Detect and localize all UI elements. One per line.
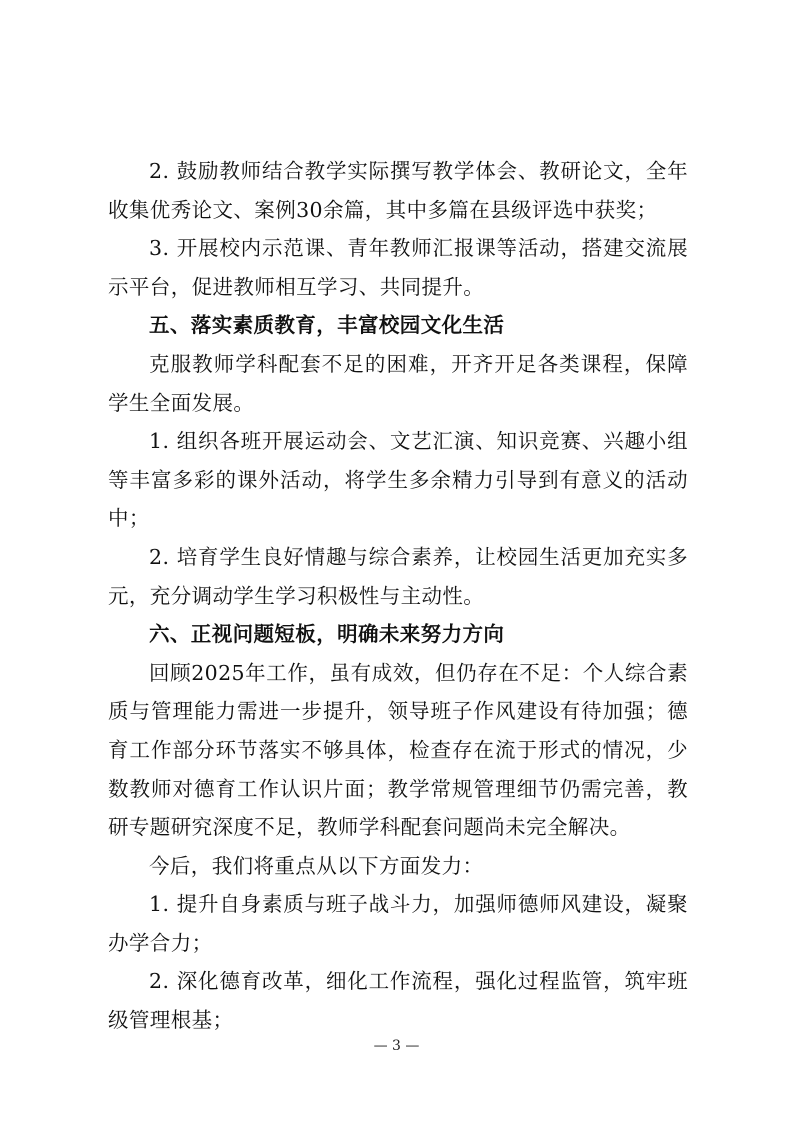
paragraph-activities: 1. 组织各班开展运动会、文艺汇演、知识竞赛、兴趣小组等丰富多彩的课外活动，将学生多余精力引导到有意义的活动中； — [108, 429, 688, 531]
paragraph-future-intro: 今后，我们将重点从以下方面发力： — [149, 853, 484, 878]
paragraph-future-item-2: 2. 深化德育改革，细化工作流程，强化过程监管，筑牢班级管理根基； — [108, 969, 688, 1033]
page-number: — 3 — — [373, 1038, 420, 1054]
paragraph-review: 回顾2025年工作，虽有成效，但仍存在不足：个人综合素质与管理能力需进一步提升，领导班子作风建设有待加强；德育工作部分环节落实不够具体，检查存在流于形式的情况，少数教师对德育工作认识片面；教学常规管理细节仍需完善，教研专题研究深度不足，教师学科配套问题尚未完全解决。 — [108, 660, 688, 840]
paragraph-literacy: 2. 培育学生良好情趣与综合素养，让校园生活更加充实多元，充分调动学生学习积极性与主动性。 — [108, 544, 688, 608]
body-text — [108, 152, 688, 1040]
section-heading-problems: 六、正视问题短板，明确未来努力方向 — [149, 622, 505, 647]
paragraph-future-item-1: 1. 提升自身素质与班子战斗力，加强师德师风建设，凝聚办学合力； — [108, 892, 688, 955]
section-heading-quality-education: 五、落实素质教育，丰富校园文化生活 — [149, 313, 505, 338]
paragraph-encourage-papers: 2. 鼓励教师结合教学实际撰写教学体会、教研论文，全年收集优秀论文、案例30余篇，其中多篇在县级评选中获奖； — [108, 159, 688, 222]
paragraph-demo-lessons: 3. 开展校内示范课、青年教师汇报课等活动，搭建交流展示平台，促进教师相互学习、共同提升。 — [108, 236, 688, 299]
paragraph-curriculum: 克服教师学科配套不足的困难，开齐开足各类课程，保障学生全面发展。 — [108, 351, 688, 415]
